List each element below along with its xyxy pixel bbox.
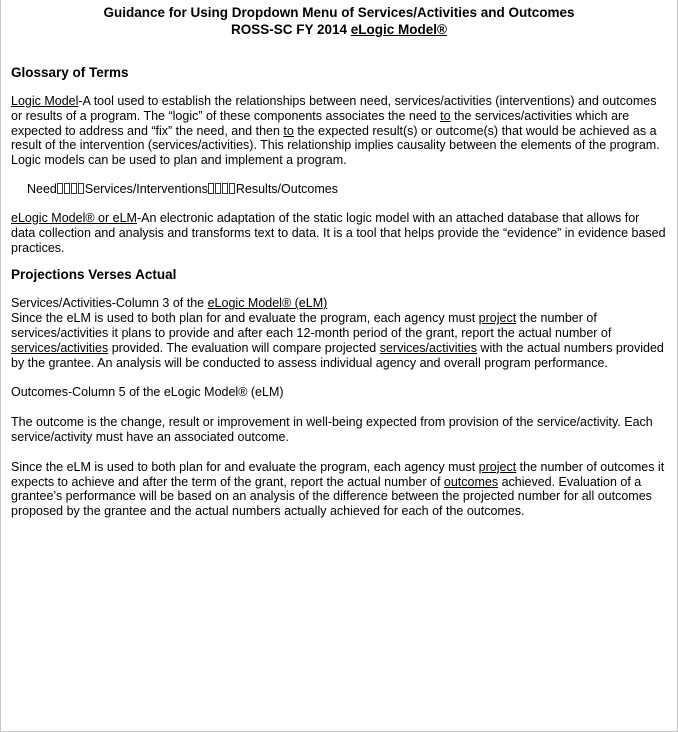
- elm-paragraph: [11, 211, 667, 255]
- title-line-2-prefix: ROSS-SC FY 2014: [230, 22, 351, 37]
- logic-model-text-2: the services/activities which are expected to address and “fix” the need, and then: [11, 108, 630, 138]
- flow-services: Services/Interventions: [84, 181, 208, 196]
- flow-need: Need: [27, 181, 57, 196]
- services-elm-link: eLogic Model® (eLM): [207, 296, 328, 311]
- outcomes-text-1: Since the eLM is used to both plan for and evaluate the program, each agency must: [11, 459, 479, 474]
- services-text-4: with the actual numbers provided by the grantee. An analysis will be conducted to assess individual agency and overall program performance.: [11, 340, 664, 370]
- elm-term: eLogic Model® or eLM: [11, 210, 137, 225]
- title-line-2: [11, 21, 667, 38]
- services-paragraph: [11, 311, 667, 370]
- logic-model-term: Logic Model: [11, 94, 79, 108]
- outcomes-text-3: achieved. Evaluation of a grantee’s performance will be based on an analysis of the difference between the projected number for all outcomes proposed by the grantee and the actual numbers actually achieved for each of the outcomes.: [11, 474, 652, 519]
- flow-arrow-icon: [208, 182, 236, 196]
- services-text-3: provided. The evaluation will compare projected: [108, 340, 380, 355]
- logic-model-to-2: to: [283, 123, 294, 138]
- title-elogic-link: eLogic Model®: [350, 22, 447, 37]
- title-line-1: Guidance for Using Dropdown Menu of Services/Activities and Outcomes: [103, 5, 575, 20]
- elm-text: -An electronic adaptation of the static logic model with an attached database that allows for data collection and analysis and transforms text to data. It is a tool that helps provide the “evidence” in evidence based practices.: [11, 210, 666, 255]
- services-project: project: [478, 311, 517, 326]
- outcome-definition: The outcome is the change, result or improvement in well-being expected from provision of the service/activity. Each service/activity must have an associated outcome.: [11, 415, 653, 444]
- logic-model-paragraph: [11, 94, 667, 168]
- outcomes-project: project: [478, 459, 517, 474]
- glossary-heading: Glossary of Terms: [11, 65, 129, 80]
- document-content: [11, 4, 667, 519]
- outcomes-text-2: the number of outcomes it expects to achieve and after the term of the grant, report the actual number of: [11, 459, 665, 489]
- services-text-2: the number of services/activities it plans to provide and after each 12-month period of the grant, report the actual number of: [11, 311, 612, 340]
- projections-heading: Projections Verses Actual: [11, 267, 177, 283]
- logic-model-text-3: the expected result(s) or outcome(s) that would be achieved as a result of the intervention (services/activities). This relationship implies causality between the elements of the program. Logic models can be used to plan and implement a program.: [11, 123, 660, 168]
- flow-results: Results/Outcomes: [235, 181, 338, 196]
- outcomes-label: Outcomes-Column 5 of the eLogic Model® (eLM): [11, 385, 284, 400]
- outcomes-link: outcomes: [443, 474, 499, 489]
- services-text-1: Since the eLM is used to both plan for and evaluate the program, each agency must: [11, 311, 479, 326]
- logic-flow: [11, 182, 667, 197]
- flow-arrow-icon: [57, 182, 85, 196]
- services-label-prefix: Services/Activities-Column 3 of the: [11, 296, 208, 311]
- logic-model-text-1: -A tool used to establish the relationships between need, services/activities (interventions) and outcomes or results of a program. The “logic” of these components associates the need: [11, 94, 657, 123]
- services-activities-link-2: services/activities: [379, 340, 477, 355]
- services-activities-link-1: services/activities: [11, 340, 109, 355]
- services-label: [11, 296, 667, 311]
- document-title: [11, 4, 667, 38]
- logic-model-to-1: to: [440, 108, 451, 123]
- outcomes-paragraph: [11, 460, 667, 519]
